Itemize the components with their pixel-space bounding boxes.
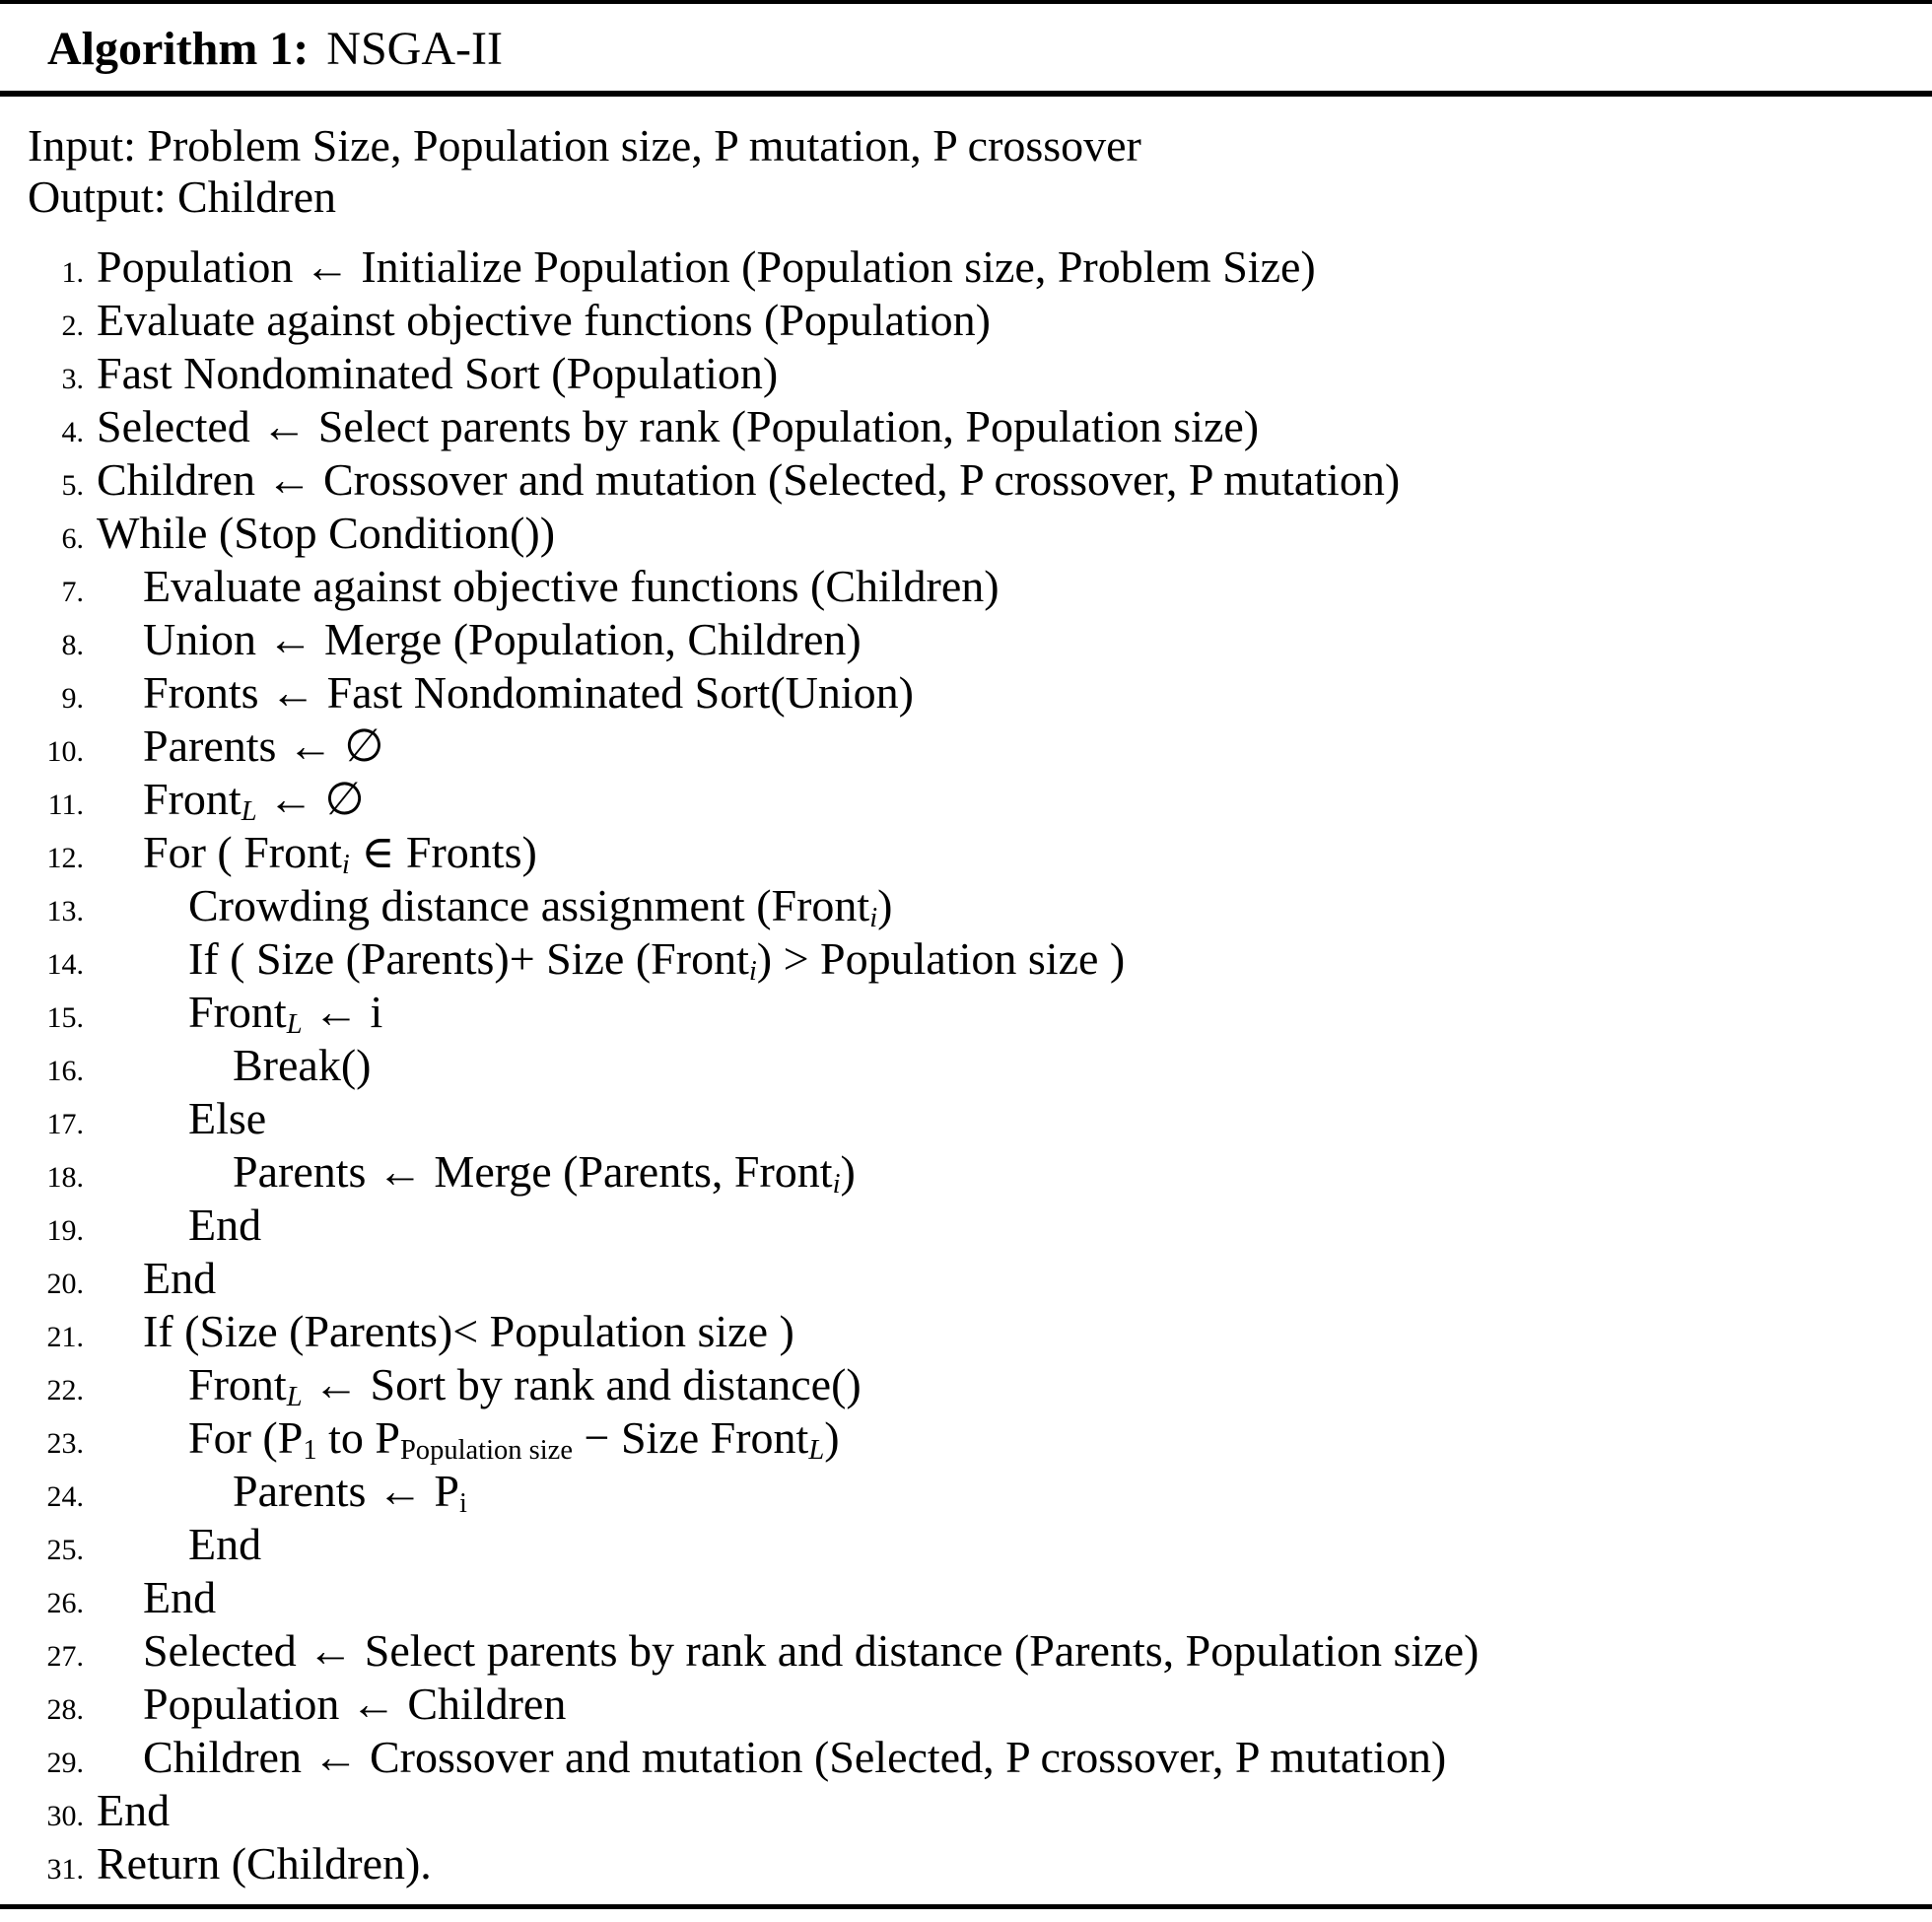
subscript: i — [748, 956, 757, 988]
line-number: 28. — [46, 1693, 84, 1726]
algorithm-line — [28, 1465, 1912, 1518]
subscript: L — [286, 1009, 303, 1041]
subscript: i — [869, 903, 878, 934]
line-number: 9. — [61, 682, 84, 715]
algorithm-line — [28, 400, 1912, 453]
subscript: Population size — [399, 1435, 573, 1467]
line-text: Parents ← Merge (Parents, Front$_i$) — [233, 1146, 856, 1201]
algorithm-lines — [28, 240, 1912, 1890]
line-number: 21. — [46, 1321, 84, 1353]
algorithm-label: Algorithm 1: — [47, 23, 310, 75]
line-number: 18. — [46, 1161, 84, 1194]
algorithm-line — [28, 507, 1912, 560]
line-text: Front$_L$ ← ∅ — [143, 774, 365, 828]
output-line: Output: Children — [28, 172, 337, 222]
line-text: Evaluate against objective functions (Children) — [143, 561, 1000, 611]
line-text: While (Stop Condition()) — [97, 508, 556, 558]
line-number: 6. — [61, 522, 84, 555]
algorithm-title: NSGA-II — [326, 23, 503, 75]
line-number: 26. — [46, 1587, 84, 1619]
algorithm-line — [28, 773, 1912, 826]
subscript: i — [459, 1488, 467, 1520]
line-number: 15. — [46, 1001, 84, 1034]
algorithm-line — [28, 879, 1912, 932]
algorithm-line — [28, 613, 1912, 666]
algorithm-line — [28, 347, 1912, 400]
algorithm-line — [28, 1571, 1912, 1624]
line-text: Fast Nondominated Sort (Population) — [97, 348, 779, 398]
line-text: End — [143, 1572, 217, 1622]
algorithm-line — [28, 1199, 1912, 1252]
line-number: 22. — [46, 1374, 84, 1407]
algorithm-line — [28, 453, 1912, 507]
line-number: 11. — [47, 789, 84, 821]
line-text: End — [188, 1200, 262, 1250]
line-text: Population ← Children — [143, 1679, 567, 1729]
line-number: 3. — [61, 363, 84, 395]
line-number: 4. — [61, 416, 84, 448]
algorithm-body — [0, 97, 1932, 1890]
line-number: 27. — [46, 1640, 84, 1673]
algorithm-line — [28, 1145, 1912, 1199]
algorithm-line — [28, 1731, 1912, 1784]
line-number: 5. — [61, 469, 84, 502]
line-text: End — [97, 1785, 171, 1835]
line-text: Population ← Initialize Population (Population size, Problem Size) — [97, 241, 1316, 292]
line-text: Selected ← Select parents by rank (Population, Population size) — [97, 401, 1260, 451]
line-text: Return (Children). — [97, 1838, 432, 1888]
subscript: 1 — [303, 1435, 317, 1467]
algorithm-line — [28, 720, 1912, 773]
algorithm-line — [28, 1837, 1912, 1890]
algorithm-line — [28, 986, 1912, 1039]
algorithm-line — [28, 294, 1912, 347]
line-number: 19. — [46, 1214, 84, 1247]
line-text: Selected ← Select parents by rank and distance (Parents, Population size) — [143, 1625, 1480, 1676]
algorithm-line — [28, 1784, 1912, 1837]
line-number: 1. — [61, 256, 84, 289]
algorithm-line — [28, 1252, 1912, 1305]
line-number: 29. — [46, 1747, 84, 1779]
bottom-rule — [0, 1904, 1932, 1909]
line-text: Crowding distance assignment (Front$_i$) — [188, 880, 893, 934]
line-text: Front$_L$ ← i — [188, 987, 383, 1041]
algorithm-line — [28, 1518, 1912, 1571]
algorithm-header — [0, 4, 1932, 91]
algorithm-line — [28, 1305, 1912, 1358]
line-number: 8. — [61, 629, 84, 661]
algorithm-line — [28, 1092, 1912, 1145]
algorithm-line — [28, 560, 1912, 613]
algorithm-line — [28, 826, 1912, 879]
line-number: 14. — [46, 948, 84, 981]
line-number: 10. — [46, 735, 84, 768]
line-text: Children ← Crossover and mutation (Selected, P crossover, P mutation) — [143, 1732, 1447, 1782]
line-text: End — [143, 1253, 217, 1303]
line-text: For ($P_1$ to $P_{Population size}$ − Size Front$_L$) — [188, 1412, 840, 1467]
algorithm-line — [28, 1678, 1912, 1731]
algorithm-line — [28, 240, 1912, 294]
line-number: 2. — [61, 309, 84, 342]
algorithm-line — [28, 932, 1912, 986]
line-text: End — [188, 1519, 262, 1569]
line-text: If (Size (Parents)< Population size ) — [143, 1306, 794, 1356]
line-number: 25. — [46, 1534, 84, 1566]
line-number: 13. — [46, 895, 84, 927]
subscript: L — [241, 796, 257, 828]
line-text: Parents ← $P_i$ — [233, 1466, 467, 1520]
input-line: Input: Problem Size, Population size, P mutation, P crossover — [28, 120, 1141, 171]
algorithm-line — [28, 1358, 1912, 1411]
subscript: i — [832, 1169, 841, 1201]
line-text: Fronts ← Fast Nondominated Sort(Union) — [143, 667, 914, 718]
algorithm-line — [28, 1624, 1912, 1678]
algorithm-line — [28, 1039, 1912, 1092]
subscript: L — [808, 1435, 825, 1467]
line-text: Children ← Crossover and mutation (Selected, P crossover, P mutation) — [97, 454, 1401, 505]
line-number: 12. — [46, 842, 84, 874]
line-text: Evaluate against objective functions (Population) — [97, 295, 991, 345]
line-text: For ( Front$_i$ ∈ Fronts) — [143, 827, 537, 881]
line-number: 7. — [61, 576, 84, 608]
algorithm-line — [28, 1411, 1912, 1465]
line-text: Union ← Merge (Population, Children) — [143, 614, 862, 664]
line-number: 24. — [46, 1480, 84, 1513]
line-text: Front$_L$ ← Sort by rank and distance() — [188, 1359, 862, 1413]
line-number: 31. — [46, 1853, 84, 1886]
line-number: 17. — [46, 1108, 84, 1140]
subscript: L — [286, 1382, 303, 1413]
line-text: If ( Size (Parents)+ Size (Front$_i$) > Population size ) — [188, 933, 1126, 988]
line-number: 30. — [46, 1800, 84, 1832]
line-text: Break() — [233, 1040, 372, 1090]
line-number: 23. — [46, 1427, 84, 1460]
subscript: i — [341, 850, 350, 881]
line-number: 20. — [46, 1268, 84, 1300]
line-text: Parents ← ∅ — [143, 721, 384, 771]
line-number: 16. — [46, 1055, 84, 1087]
line-text: Else — [188, 1093, 267, 1143]
algorithm-line — [28, 666, 1912, 720]
